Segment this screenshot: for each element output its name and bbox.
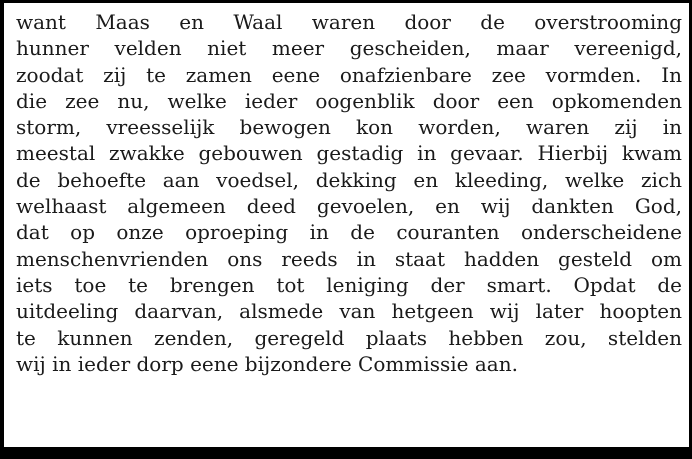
body-text <box>16 9 682 377</box>
scan-border-bottom <box>0 447 692 459</box>
text-line-4: die zee nu, welke ieder oogenblik door een opkomenden <box>16 88 682 113</box>
text-line-9: dat op onze oproeping in de couranten onderscheidene <box>16 220 682 245</box>
scan-border-top <box>0 0 692 3</box>
text-line-12: uitdeeling daarvan, alsmede van hetgeen wij later hoopten <box>16 299 682 324</box>
text-line-8: welhaast algemeen deed gevoelen, en wij dankten God, <box>16 194 682 219</box>
text-line-11: iets toe te brengen tot leniging der smart. Opdat de <box>16 272 682 297</box>
text-line-1: want Maas en Waal waren door de overstrooming <box>16 10 682 34</box>
text-line-14: wij in ieder dorp eene bijzondere Commissie aan. <box>16 351 518 376</box>
scan-border-left <box>0 0 4 459</box>
text-line-7: de behoefte aan voedsel, dekking en kleeding, welke zich <box>16 167 682 192</box>
text-line-6: meestal zwakke gebouwen gestadig in gevaar. Hierbij kwam <box>16 141 682 166</box>
text-line-5: storm, vreesselijk bewogen kon worden, waren zij in <box>16 115 682 140</box>
text-line-10: menschenvrienden ons reeds in staat hadden gesteld om <box>16 246 682 271</box>
text-line-3: zoodat zij te zamen eene onafzienbare zee vormden. In <box>16 62 682 87</box>
text-line-13: te kunnen zenden, geregeld plaats hebben zou, stelden <box>16 325 682 350</box>
text-line-2: hunner velden niet meer gescheiden, maar vereenigd, <box>16 36 682 61</box>
